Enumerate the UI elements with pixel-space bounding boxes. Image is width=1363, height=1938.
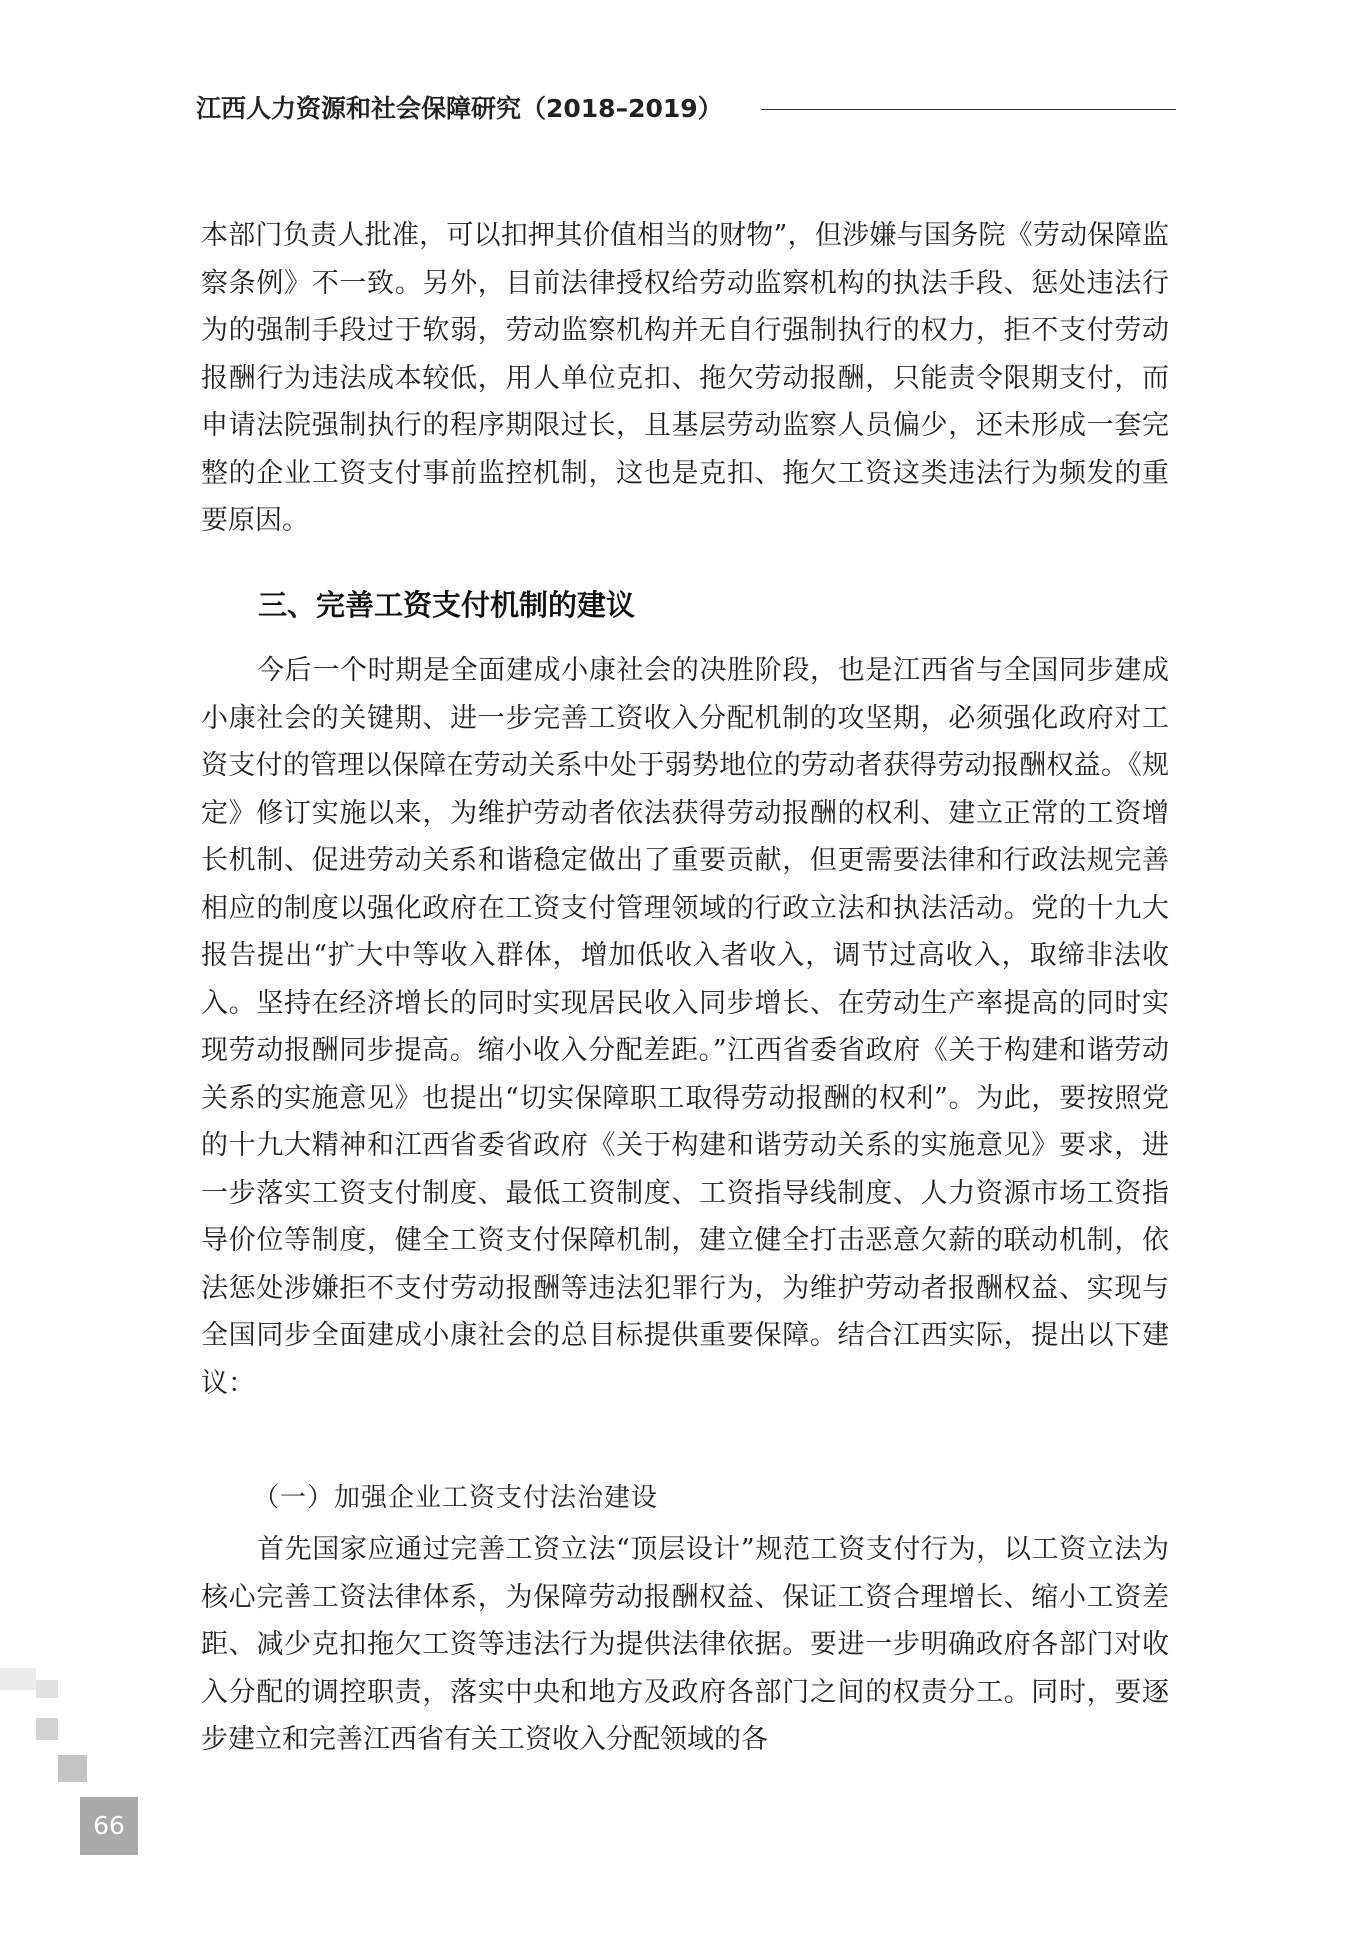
page-number: 66 [80, 1797, 138, 1855]
running-header-title: 江西人力资源和社会保障研究（2018–2019） [196, 94, 723, 123]
decorative-square [58, 1755, 87, 1782]
running-header [196, 92, 1176, 132]
sub-heading: （一）加强企业工资支付法治建设 [253, 1483, 659, 1513]
header-rule [761, 109, 1176, 110]
decorative-square [0, 1668, 36, 1690]
body-paragraph-1: 本部门负责人批准，可以扣押其价值相当的财物”，但涉嫌与国务院《劳动保障监察条例》不一致。另外，目前法律授权给劳动监察机构的执法手段、惩处违法行为的强制手段过于软弱，劳动监察机构并无自行强制执行的权力，拒不支付劳动报酬行为违法成本较低，用人单位克扣、拖欠劳动报酬，只能责令限期支付，而申请法院强制执行的程序期限过长，且基层劳动监察人员偏少，还未形成一套完整的企业工资支付事前监控机制，这也是克扣、拖欠工资这类违法行为频发的重要原因。 [201, 220, 1169, 536]
body-paragraph-2: 今后一个时期是全面建成小康社会的决胜阶段，也是江西省与全国同步建成小康社会的关键期、进一步完善工资收入分配机制的攻坚期，必须强化政府对工资支付的管理以保障在劳动关系中处于弱势地位的劳动者获得劳动报酬权益。《规定》修订实施以来，为维护劳动者依法获得劳动报酬的权利、建立正常的工资增长机制、促进劳动关系和谐稳定做出了重要贡献，但更需要法律和行政法规完善相应的制度以强化政府在工资支付管理领域的行政立法和执法活动。党的十九大报告提出“扩大中等收入群体，增加低收入者收入，调节过高收入，取缔非法收入。坚持在经济增长的同时实现居民收入同步增长、在劳动生产率提高的同时实现劳动报酬同步提高。缩小收入分配差距。”江西省委省政府《关于构建和谐劳动关系的实施意见》也提出“切实保障职工取得劳动报酬的权利”。为此，要按照党的十九大精神和江西省委省政府《关于构建和谐劳动关系的实施意见》要求，进一步落实工资支付制度、最低工资制度、工资指导线制度、人力资源市场工资指导价位等制度，健全工资支付保障机制，建立健全打击恶意欠薪的联动机制，依法惩处涉嫌拒不支付劳动报酬等违法犯罪行为，为维护劳动者报酬权益、实现与全国同步全面建成小康社会的总目标提供重要保障。结合江西实际，提出以下建议： [201, 655, 1169, 1399]
body-paragraph-3: 首先国家应通过完善工资立法“顶层设计”规范工资支付行为，以工资立法为核心完善工资法律体系，为保障劳动报酬权益、保证工资合理增长、缩小工资差距、减少克扣拖欠工资等违法行为提供法律依据。要进一步明确政府各部门对收入分配的调控职责，落实中央和地方及政府各部门之间的权责分工。同时，要逐步建立和完善江西省有关工资收入分配领域的各 [201, 1534, 1169, 1755]
decorative-square [36, 1680, 58, 1698]
section-heading: 三、完善工资支付机制的建议 [258, 588, 636, 622]
decorative-square [36, 1718, 58, 1740]
